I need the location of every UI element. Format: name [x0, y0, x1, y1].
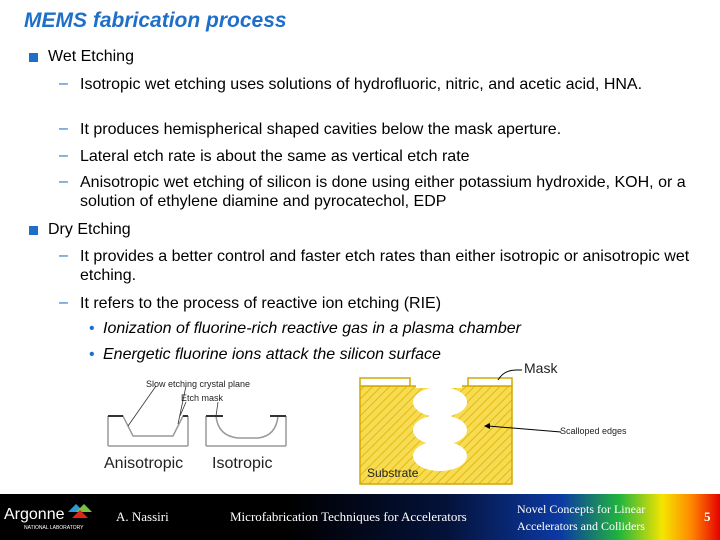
sub-list-item: Energetic fluorine ions attack the silicon surface [103, 346, 441, 363]
logo-text: Argonne [4, 506, 65, 523]
bullet-square [29, 53, 38, 62]
section-heading-dry-etching: Dry Etching [48, 221, 131, 238]
scalloped-edges-label: Scalloped edges [560, 426, 627, 436]
mask-label: Mask [524, 360, 558, 376]
footer-series-line2: Accelerators and Colliders [517, 519, 645, 533]
bullet-square [29, 226, 38, 235]
isotropic-label: Isotropic [212, 455, 273, 472]
section-heading-wet-etching: Wet Etching [48, 48, 134, 65]
dash-marker: – [59, 247, 68, 264]
logo-subtext: NATIONAL LABORATORY [24, 525, 84, 531]
page-title: MEMS fabrication process [24, 9, 287, 32]
list-item: It produces hemispherical shaped cavities below the mask aperture. [80, 121, 562, 138]
dot-marker: • [89, 320, 95, 337]
logo-mark-icon [66, 500, 96, 522]
dot-marker: • [89, 346, 95, 363]
dash-marker: – [59, 147, 68, 164]
dash-marker: – [59, 173, 68, 190]
substrate-label: Substrate [367, 466, 419, 480]
list-item: It provides a better control and faster etch rates than either isotropic or anisotropic wet etching. [80, 248, 690, 284]
etch-mask-label: Etch mask [181, 393, 224, 403]
footer-course: Microfabrication Techniques for Accelerators [230, 509, 467, 524]
argonne-logo [4, 498, 108, 536]
dash-marker: – [59, 75, 68, 92]
dash-marker: – [59, 120, 68, 137]
anisotropic-label: Anisotropic [104, 455, 184, 472]
list-item: It refers to the process of reactive ion etching (RIE) [80, 295, 442, 312]
list-item: Lateral etch rate is about the same as vertical etch rate [80, 148, 470, 165]
footer-bar [0, 494, 720, 540]
page-number: 5 [704, 509, 711, 524]
sub-list-item: Ionization of fluorine-rich reactive gas in a plasma chamber [103, 320, 521, 337]
list-item: Anisotropic wet etching of silicon is done using either potassium hydroxide, KOH, or a solution of ethylene diamine and pyrocatechol, EDP [80, 174, 686, 210]
crystal-plane-label: Slow etching crystal plane [146, 379, 251, 389]
footer-series-line1: Novel Concepts for Linear [517, 502, 646, 516]
dash-marker: – [59, 294, 68, 311]
list-item: Isotropic wet etching uses solutions of hydrofluoric, nitric, and acetic acid, HNA. [80, 76, 643, 93]
footer-author: A. Nassiri [116, 509, 169, 524]
